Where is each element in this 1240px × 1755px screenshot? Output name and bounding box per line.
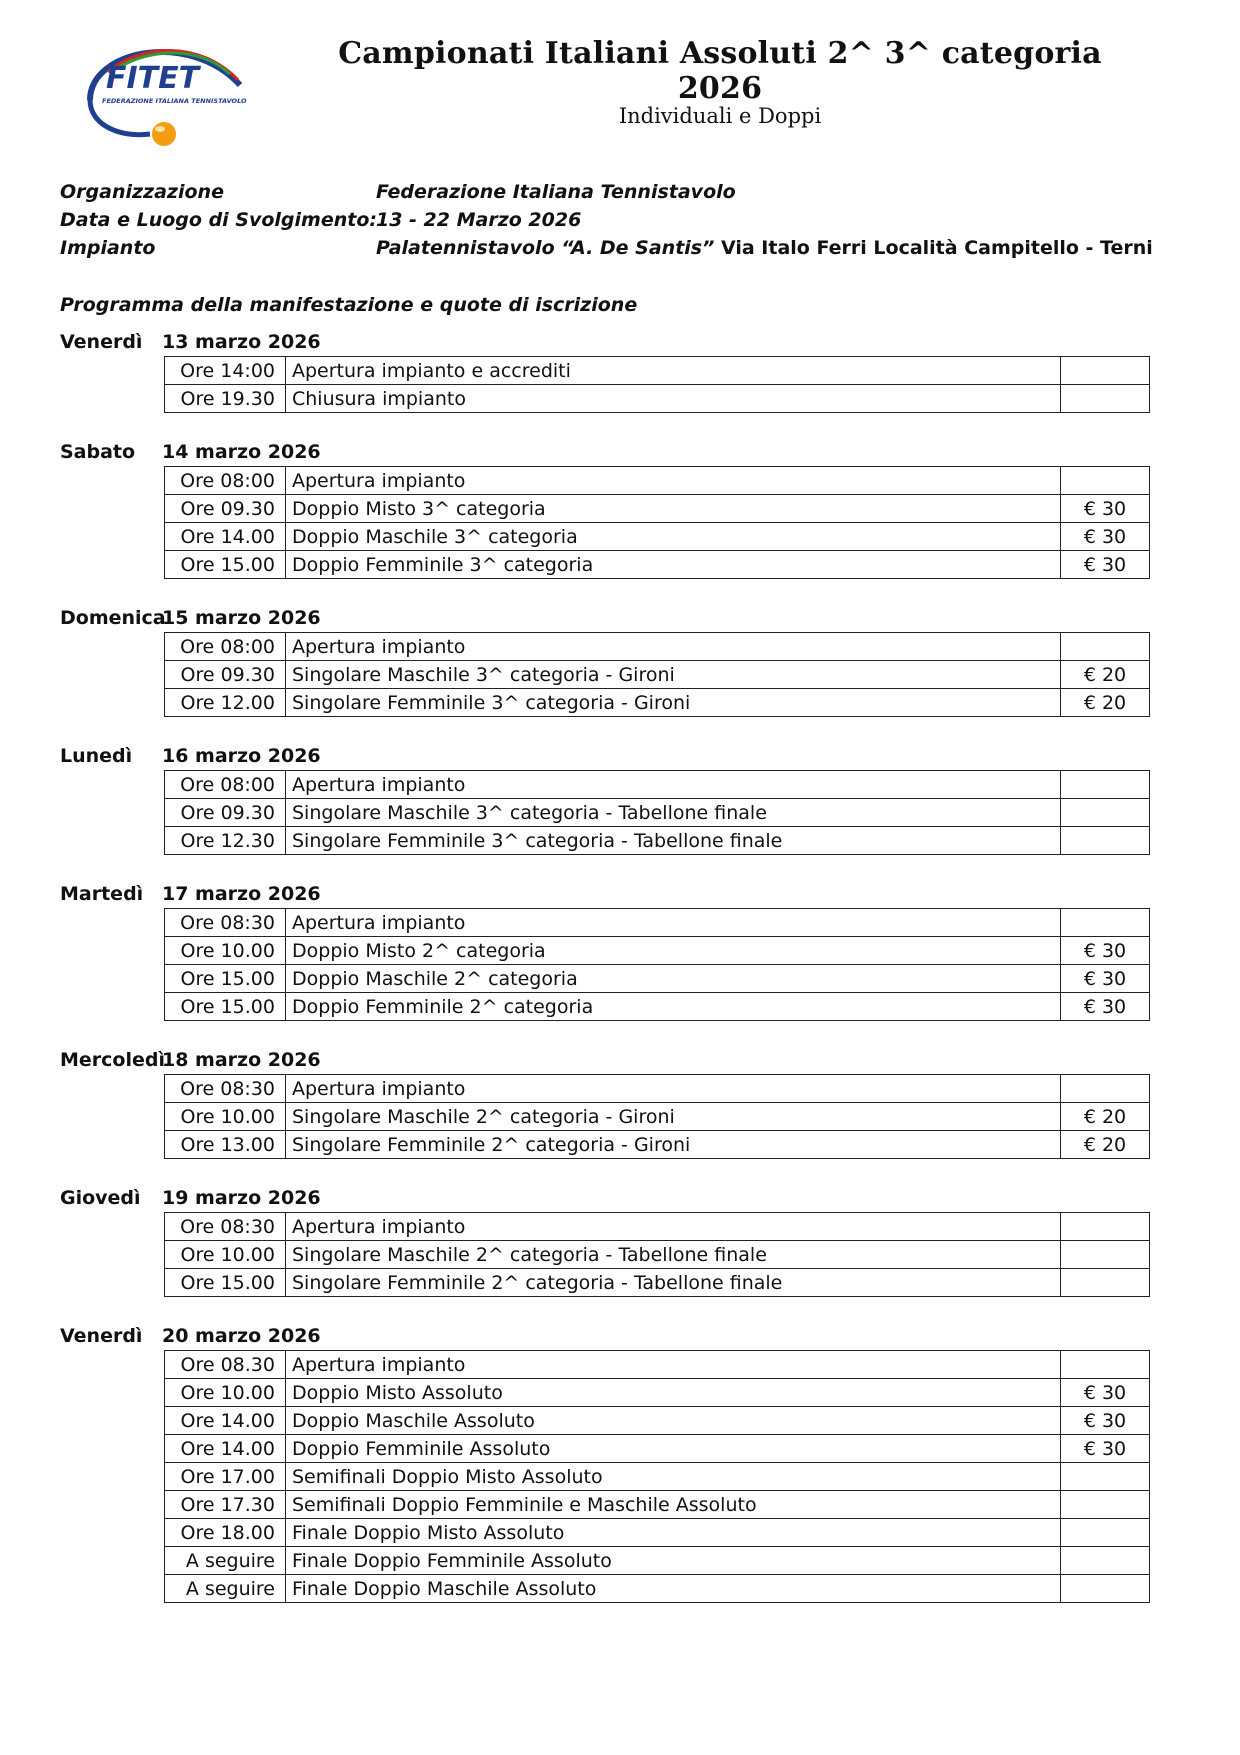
day-name: Martedì: [60, 883, 144, 905]
day-name: Giovedì: [60, 1187, 141, 1209]
day-date: 13 marzo 2026: [162, 331, 321, 353]
table-row: [165, 1075, 1150, 1103]
day-block: [60, 604, 1160, 717]
event-cell: Doppio Misto Assoluto: [286, 1379, 1061, 1407]
table-row: [165, 909, 1150, 937]
page-subtitle: Individuali e Doppi: [618, 104, 822, 128]
fee-cell: [1061, 1547, 1150, 1575]
event-cell: Singolare Femminile 2^ categoria - Tabellone finale: [286, 1269, 1061, 1297]
day-date: 17 marzo 2026: [162, 883, 321, 905]
time-cell: Ore 12.30: [165, 827, 286, 855]
time-cell: Ore 15.00: [165, 965, 286, 993]
event-cell: Doppio Femminile 2^ categoria: [286, 993, 1061, 1021]
event-cell: Singolare Femminile 3^ categoria - Gironi: [286, 689, 1061, 717]
logo-subtext: FEDERAZIONE ITALIANA TENNISTAVOLO: [102, 97, 247, 105]
date-value: 13 - 22 Marzo 2026: [376, 209, 582, 231]
time-cell: Ore 08:30: [165, 1075, 286, 1103]
day-header: [60, 1322, 1160, 1350]
venue-label: Impianto: [60, 237, 156, 259]
fee-cell: [1061, 1075, 1150, 1103]
fee-cell: € 30: [1061, 495, 1150, 523]
day-name: Sabato: [60, 441, 136, 463]
table-row: [165, 1351, 1150, 1379]
fee-cell: [1061, 1463, 1150, 1491]
fee-cell: € 20: [1061, 1131, 1150, 1159]
logo-text: FITET: [106, 61, 200, 96]
day-block: [60, 1046, 1160, 1159]
table-row: [165, 1491, 1150, 1519]
event-cell: Apertura impianto: [286, 1351, 1061, 1379]
time-cell: A seguire: [165, 1547, 286, 1575]
day-block: [60, 438, 1160, 579]
time-cell: Ore 08.30: [165, 1351, 286, 1379]
day-header: [60, 742, 1160, 770]
day-date: 19 marzo 2026: [162, 1187, 321, 1209]
schedule-table: [164, 356, 1150, 413]
table-row: [165, 357, 1150, 385]
table-row: [165, 661, 1150, 689]
programma-title: Programma della manifestazione e quote di iscrizione: [60, 294, 638, 316]
fee-cell: € 20: [1061, 1103, 1150, 1131]
fee-cell: € 30: [1061, 1379, 1150, 1407]
time-cell: Ore 15.00: [165, 993, 286, 1021]
table-row: [165, 551, 1150, 579]
table-row: [165, 993, 1150, 1021]
table-row: [165, 385, 1150, 413]
table-row: [165, 1103, 1150, 1131]
fee-cell: [1061, 633, 1150, 661]
time-cell: Ore 18.00: [165, 1519, 286, 1547]
fee-cell: € 30: [1061, 937, 1150, 965]
day-name: Domenica: [60, 607, 166, 629]
table-row: [165, 1519, 1150, 1547]
event-cell: Singolare Femminile 3^ categoria - Tabellone finale: [286, 827, 1061, 855]
table-row: [165, 937, 1150, 965]
time-cell: Ore 15.00: [165, 1269, 286, 1297]
table-row: [165, 965, 1150, 993]
time-cell: Ore 08:30: [165, 1213, 286, 1241]
time-cell: Ore 15.00: [165, 551, 286, 579]
event-cell: Apertura impianto: [286, 1213, 1061, 1241]
day-name: Mercoledì: [60, 1049, 165, 1071]
table-row: [165, 1547, 1150, 1575]
time-cell: Ore 09.30: [165, 799, 286, 827]
fee-cell: [1061, 357, 1150, 385]
fee-cell: [1061, 1241, 1150, 1269]
fee-cell: [1061, 1269, 1150, 1297]
table-row: [165, 1131, 1150, 1159]
day-date: 14 marzo 2026: [162, 441, 321, 463]
table-row: [165, 1379, 1150, 1407]
fee-cell: [1061, 467, 1150, 495]
day-header: [60, 1184, 1160, 1212]
day-date: 20 marzo 2026: [162, 1325, 321, 1347]
time-cell: Ore 14.00: [165, 1435, 286, 1463]
event-cell: Apertura impianto e accrediti: [286, 357, 1061, 385]
time-cell: Ore 17.30: [165, 1491, 286, 1519]
event-cell: Apertura impianto: [286, 467, 1061, 495]
fee-cell: € 20: [1061, 689, 1150, 717]
fee-cell: [1061, 771, 1150, 799]
day-block: [60, 1322, 1160, 1603]
time-cell: Ore 10.00: [165, 1103, 286, 1131]
time-cell: Ore 14.00: [165, 523, 286, 551]
table-row: [165, 1463, 1150, 1491]
day-block: [60, 1184, 1160, 1297]
time-cell: Ore 09.30: [165, 495, 286, 523]
day-header: [60, 604, 1160, 632]
day-block: [60, 328, 1160, 413]
fee-cell: [1061, 1491, 1150, 1519]
schedule-table: [164, 1350, 1150, 1603]
event-cell: Finale Doppio Misto Assoluto: [286, 1519, 1061, 1547]
time-cell: Ore 12.00: [165, 689, 286, 717]
day-header: [60, 1046, 1160, 1074]
time-cell: Ore 08:00: [165, 771, 286, 799]
table-row: [165, 1241, 1150, 1269]
event-cell: Semifinali Doppio Misto Assoluto: [286, 1463, 1061, 1491]
fee-cell: [1061, 1575, 1150, 1603]
time-cell: Ore 10.00: [165, 937, 286, 965]
schedule: [60, 328, 1160, 1628]
schedule-table: [164, 908, 1150, 1021]
event-cell: Apertura impianto: [286, 909, 1061, 937]
table-row: [165, 1435, 1150, 1463]
day-name: Lunedì: [60, 745, 133, 767]
event-cell: Finale Doppio Maschile Assoluto: [286, 1575, 1061, 1603]
event-cell: Singolare Maschile 2^ categoria - Gironi: [286, 1103, 1061, 1131]
time-cell: Ore 14.00: [165, 1407, 286, 1435]
fee-cell: [1061, 1351, 1150, 1379]
event-cell: Doppio Maschile 2^ categoria: [286, 965, 1061, 993]
fee-cell: € 20: [1061, 661, 1150, 689]
fee-cell: € 30: [1061, 551, 1150, 579]
table-row: [165, 495, 1150, 523]
table-row: [165, 1407, 1150, 1435]
table-row: [165, 633, 1150, 661]
event-cell: Singolare Maschile 3^ categoria - Tabellone finale: [286, 799, 1061, 827]
table-row: [165, 689, 1150, 717]
venue-address: Via Italo Ferri Località Campitello - Terni: [714, 237, 1153, 259]
schedule-table: [164, 1212, 1150, 1297]
time-cell: Ore 08:00: [165, 467, 286, 495]
day-date: 18 marzo 2026: [162, 1049, 321, 1071]
fee-cell: € 30: [1061, 993, 1150, 1021]
day-header: [60, 880, 1160, 908]
fitet-logo: [80, 30, 260, 150]
event-cell: Doppio Misto 2^ categoria: [286, 937, 1061, 965]
day-header: [60, 328, 1160, 356]
date-label: Data e Luogo di Svolgimento:: [60, 209, 377, 231]
event-cell: Doppio Femminile 3^ categoria: [286, 551, 1061, 579]
fee-cell: [1061, 909, 1150, 937]
table-row: [165, 827, 1150, 855]
time-cell: Ore 10.00: [165, 1241, 286, 1269]
event-cell: Doppio Maschile 3^ categoria: [286, 523, 1061, 551]
page-title: Campionati Italiani Assoluti 2^ 3^ categoria 2026: [338, 36, 1102, 106]
day-date: 15 marzo 2026: [162, 607, 321, 629]
fee-cell: € 30: [1061, 523, 1150, 551]
table-row: [165, 1269, 1150, 1297]
day-block: [60, 742, 1160, 855]
event-cell: Doppio Femminile Assoluto: [286, 1435, 1061, 1463]
event-cell: Finale Doppio Femminile Assoluto: [286, 1547, 1061, 1575]
time-cell: Ore 13.00: [165, 1131, 286, 1159]
org-label: Organizzazione: [60, 181, 224, 203]
event-cell: Semifinali Doppio Femminile e Maschile Assoluto: [286, 1491, 1061, 1519]
event-cell: Apertura impianto: [286, 633, 1061, 661]
day-date: 16 marzo 2026: [162, 745, 321, 767]
day-block: [60, 880, 1160, 1021]
event-cell: Apertura impianto: [286, 1075, 1061, 1103]
schedule-table: [164, 1074, 1150, 1159]
schedule-table: [164, 466, 1150, 579]
schedule-table: [164, 770, 1150, 855]
fee-cell: [1061, 799, 1150, 827]
venue-value: [376, 237, 1153, 259]
fee-cell: [1061, 827, 1150, 855]
event-cell: Apertura impianto: [286, 771, 1061, 799]
table-row: [165, 771, 1150, 799]
event-cell: Doppio Maschile Assoluto: [286, 1407, 1061, 1435]
time-cell: Ore 19.30: [165, 385, 286, 413]
fee-cell: € 30: [1061, 1435, 1150, 1463]
org-value: Federazione Italiana Tennistavolo: [376, 181, 736, 203]
table-row: [165, 1575, 1150, 1603]
event-cell: Doppio Misto 3^ categoria: [286, 495, 1061, 523]
table-row: [165, 799, 1150, 827]
time-cell: Ore 17.00: [165, 1463, 286, 1491]
event-cell: Singolare Maschile 3^ categoria - Gironi: [286, 661, 1061, 689]
table-row: [165, 1213, 1150, 1241]
fee-cell: [1061, 1519, 1150, 1547]
table-row: [165, 523, 1150, 551]
event-cell: Singolare Maschile 2^ categoria - Tabellone finale: [286, 1241, 1061, 1269]
fee-cell: € 30: [1061, 965, 1150, 993]
time-cell: Ore 14:00: [165, 357, 286, 385]
fee-cell: [1061, 385, 1150, 413]
time-cell: Ore 08:00: [165, 633, 286, 661]
fee-cell: € 30: [1061, 1407, 1150, 1435]
time-cell: Ore 08:30: [165, 909, 286, 937]
day-header: [60, 438, 1160, 466]
event-cell: Chiusura impianto: [286, 385, 1061, 413]
table-row: [165, 467, 1150, 495]
time-cell: Ore 10.00: [165, 1379, 286, 1407]
schedule-table: [164, 632, 1150, 717]
day-name: Venerdì: [60, 331, 143, 353]
fee-cell: [1061, 1213, 1150, 1241]
event-cell: Singolare Femminile 2^ categoria - Gironi: [286, 1131, 1061, 1159]
time-cell: A seguire: [165, 1575, 286, 1603]
venue-name: Palatennistavolo “A. De Santis”: [376, 237, 715, 259]
day-name: Venerdì: [60, 1325, 143, 1347]
time-cell: Ore 09.30: [165, 661, 286, 689]
